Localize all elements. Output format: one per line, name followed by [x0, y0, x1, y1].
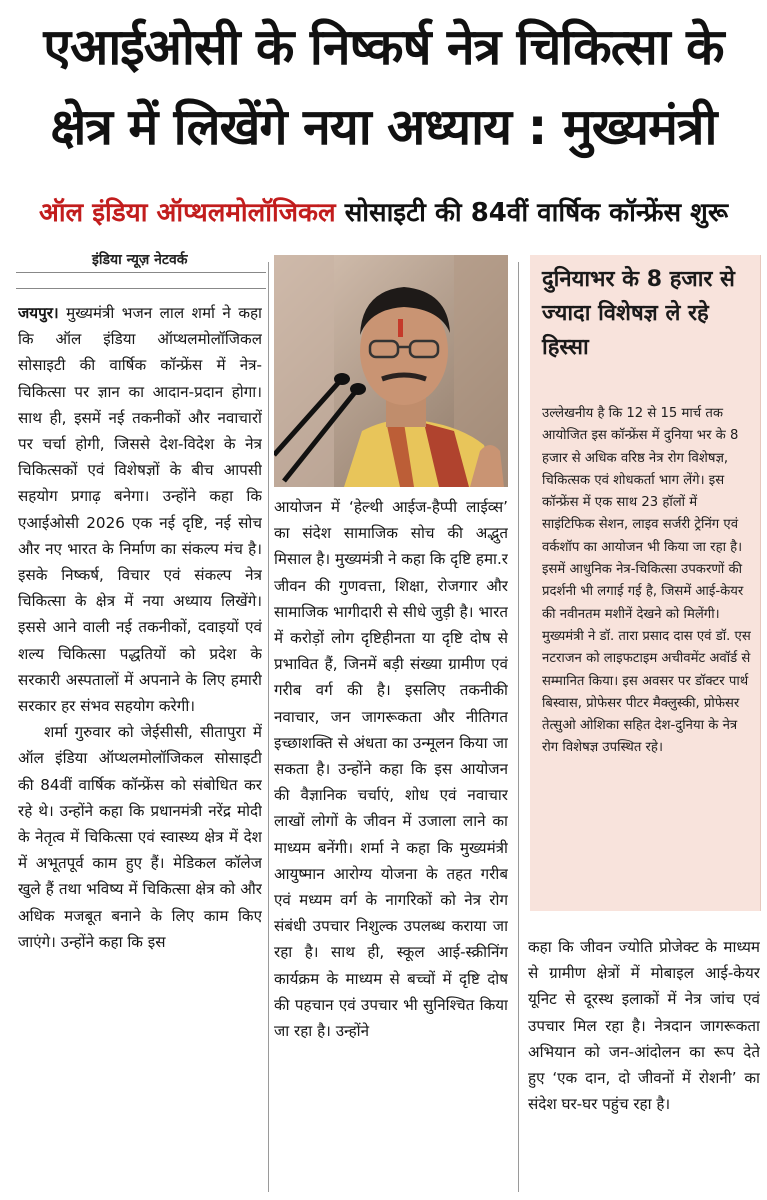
headline-line-2: क्षेत्र में लिखेंगे नया अध्याय : मुख्यमंत्री [50, 98, 717, 156]
article-column-1 [18, 300, 262, 1190]
article-paragraph-1: मुख्यमंत्री भजन लाल शर्मा ने कहा कि ऑल इंडिया ऑप्थलमोलॉजिकल सोसाइटी की वार्षिक कॉन्फ्रेंस में नेत्र-चिकित्सा पर ज्ञान का आदान-प्रदान होगा। साथ ही, इसमें नई तकनीकों और नवाचारों पर चर्चा होगी, जिससे देश-विदेश के नेत्र चिकित्सकों एवं विशेषज्ञों के बीच आपसी सहयोग प्रगाढ़ बनेगा। उन्होंने कहा कि एआईओसी 2026 एक नई दृष्टि, नई सोच और नए भारत के निर्माण का संकल्प मंच है। इसके निष्कर्ष, विचार एवं संकल्प नेत्र चिकित्सा के क्षेत्र में नया अध्याय लिखेंगे। इससे आने वाली नई तकनीकों, दवाइयों एवं शल्य चिकित्सा पद्धतियों को प्रदेश के सरकारी अस्पतालों में अपनाने के लिए हमारी सरकार हर संभव सहयोग करेगी। [18, 304, 262, 716]
sidebar-box [530, 255, 761, 911]
byline-rule-top [16, 272, 266, 273]
byline-rule-bottom [16, 288, 266, 289]
news-photo [274, 255, 508, 487]
chief-minister-photo [274, 255, 508, 487]
article-paragraph-2: शर्मा गुरुवार को जेईसीसी, सीतापुरा में ऑल इंडिया ऑप्थलमोलॉजिकल सोसाइटी की 84वीं वार्षिक कॉन्फ्रेंस को संबोधित कर रहे थे। उन्होंने कहा कि प्रधानमंत्री नरेंद्र मोदी के नेतृत्व में चिकित्सा एवं स्वास्थ्य क्षेत्र में देश में अभूतपूर्व काम हुए हैं। मेडिकल कॉलेज खुले हैं तथा भविष्य में चिकित्सा क्षेत्र को और अधिक मजबूत बनाने के लिए काम किए जाएंगे। उन्होंने कहा कि इस [18, 723, 262, 951]
headline-line-1: एआईओसी के निष्कर्ष नेत्र चिकित्सा के [43, 18, 724, 76]
article-paragraph-3: आयोजन में ‘हेल्थी आईज-हैप्पी लाईव्स’ का संदेश सामाजिक सोच की अद्भुत मिसाल है। मुख्यमंत्री ने कहा कि दृष्टि हमा.र जीवन की गुणवत्ता, शिक्षा, रोजगार और सामाजिक भागीदारी से सीधे जुड़ी है। भारत में करोड़ों लोग दृष्टिहीनता या दृष्टि दोष से प्रभावित हैं, जिनमें बड़ी संख्या ग्रामीण एवं गरीब वर्ग की है। इसलिए तकनीकी नवाचार, जन जागरूकता और नीतिगत इच्छाशक्ति से अंधता का उन्मूलन किया जा सकता है। उन्होंने कहा कि इस आयोजन की वैज्ञानिक चर्चाएं, शोध एवं नवाचार लाखों लोगों के जीवन में उजाला लाने का माध्यम बनेंगी। शर्मा ने कहा कि मुख्यमंत्री आयुष्मान आरोग्य योजना के तहत गरीब एवं मध्यम वर्ग के नागरिकों को नेत्र रोग संबंधी उपचार निशुल्क उपलब्ध कराया जा रहा है। साथ ही, स्कूल आई-स्क्रीनिंग कार्यक्रम के माध्यम से बच्चों में दृष्टि दोष की पहचान एवं उपचार भी सुनिश्चित किया जा रहा है। उन्होंने [274, 498, 508, 1041]
article-paragraph-4: कहा कि जीवन ज्योति प्रोजेक्ट के माध्यम से ग्रामीण क्षेत्रों में मोबाइल आई-केयर यूनिट से दूरस्थ इलाकों में नेत्र जांच एवं उपचार मिल रहा है। नेत्रदान जागरूकता अभियान को जन-आंदोलन का रूप देते हुए ‘एक दान, दो जीवनों में रोशनी’ का संदेश घर-घर पहुंच रहा है। [528, 938, 760, 1114]
sidebar-title: दुनियाभर के 8 हजार से ज्यादा विशेषज्ञ ले रहे हिस्सा [542, 267, 735, 360]
column-divider-1 [268, 262, 269, 1192]
dateline: जयपुर। [18, 304, 59, 322]
subheadline-rest: सोसाइटी की 84वीं वार्षिक कॉन्फ्रेंस शुरू [344, 198, 729, 228]
subheadline [10, 190, 757, 236]
sidebar-body: उल्लेखनीय है कि 12 से 15 मार्च तक आयोजित इस कॉन्फ्रेंस में दुनिया भर के 8 हजार से अधिक वरिष्ठ नेत्र रोग विशेषज्ञ, चिकित्सक एवं शोधकर्ता भाग लेंगे। इस कॉन्फ्रेंस में एक साथ 23 हॉलों में साइंटिफिक सेशन, लाइव सर्जरी ट्रेनिंग एवं वर्कशॉप का आयोजन भी किया जा रहा है। इसमें आधुनिक नेत्र-चिकित्सा उपकरणों की प्रदर्शनी भी लगाई गई है, जिसमें आई-केयर की नवीनतम मशीनें देखने को मिलेंगी। मुख्यमंत्री ने डॉ. तारा प्रसाद दास एवं डॉ. एस नटराजन को लाइफटाइम अचीवमेंट अवॉर्ड से सम्मानित किया। इस अवसर पर डॉक्टर पार्थ बिस्वास, प्रोफेसर पीटर मैक्लुस्की, प्रोफेसर तेत्सुओ ओशिका सहित देश-दुनिया के नेत्र रोग विशेषज्ञ उपस्थित रहे। [542, 406, 751, 756]
column-divider-2 [518, 262, 519, 1192]
subheadline-highlight: ऑल इंडिया ऑप्थलमोलॉजिकल [38, 198, 336, 228]
byline: इंडिया न्यूज़ नेटवर्क [92, 252, 188, 268]
article-column-2 [274, 494, 508, 1190]
article-column-3 [528, 934, 760, 1190]
